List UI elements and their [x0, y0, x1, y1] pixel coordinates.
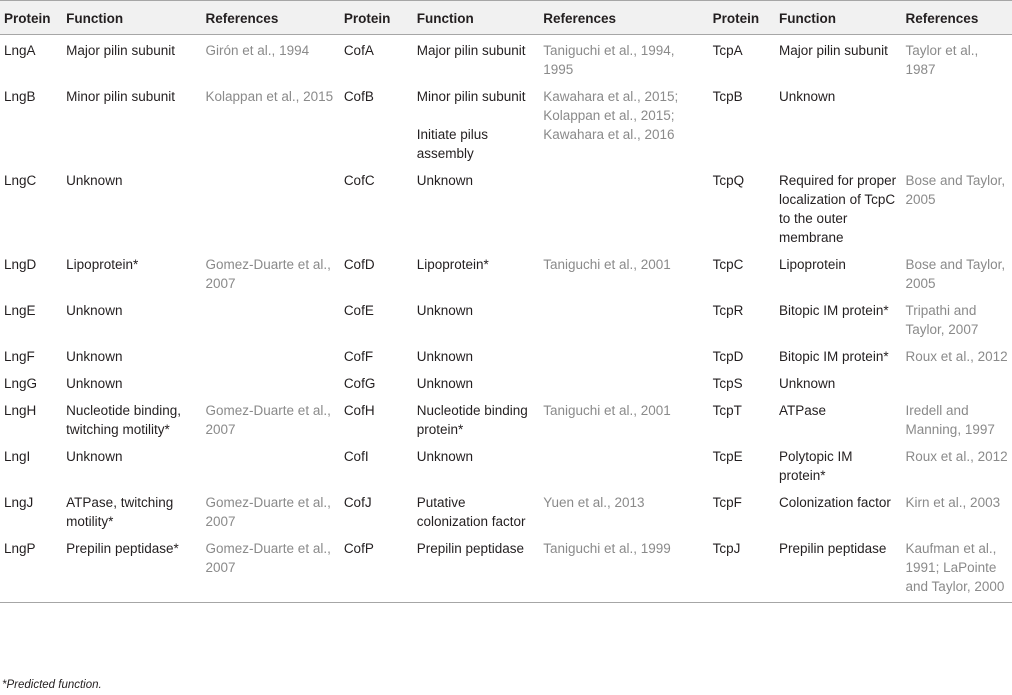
function-cell: Prepilin peptidase*	[62, 533, 201, 603]
reference-cell	[539, 165, 708, 249]
reference-cell: Tripathi and Taylor, 2007	[905, 303, 979, 337]
function-cell: Unknown	[66, 349, 123, 364]
function-cell: Minor pilin subunit	[66, 89, 175, 104]
reference-cell: Taniguchi et al., 2001	[543, 403, 671, 418]
header-row	[0, 1, 1012, 35]
reference-cell: Yuen et al., 2013	[543, 495, 645, 510]
function-cell: Minor pilin subunit Initiate pilus assembly	[416, 89, 526, 161]
protein-cell: CofG	[343, 376, 376, 391]
protein-cell: LngG	[4, 376, 38, 391]
protein-cell: CofP	[340, 533, 413, 603]
reference-cell: Iredell and Manning, 1997	[905, 403, 995, 437]
function-cell: Putative colonization factor	[416, 495, 526, 529]
function-cell: Colonization factor	[779, 495, 891, 510]
protein-cell: TcpB	[712, 89, 743, 104]
table-row	[0, 295, 1012, 341]
protein-cell: CofI	[343, 449, 369, 464]
protein-cell: LngA	[4, 43, 36, 58]
protein-cell: CofB	[343, 89, 374, 104]
reference-cell: Kaufman et al., 1991; LaPointe and Taylor, 2000	[902, 533, 1012, 603]
function-cell: Lipoprotein	[779, 257, 846, 272]
table-row	[0, 341, 1012, 368]
reference-cell	[902, 368, 1012, 395]
function-cell: Unknown	[416, 449, 473, 464]
function-cell: Unknown	[66, 303, 123, 318]
protein-cell: TcpQ	[712, 173, 745, 188]
protein-cell: LngJ	[4, 495, 34, 510]
protein-cell: LngC	[4, 173, 37, 188]
table-row	[0, 395, 1012, 441]
function-cell: Unknown	[66, 449, 123, 464]
table-row	[0, 249, 1012, 295]
function-cell: Required for proper localization of TcpC to the outer membrane	[779, 173, 897, 245]
function-cell: Unknown	[66, 376, 123, 391]
reference-cell: Gomez-Duarte et al., 2007	[205, 495, 331, 529]
reference-cell	[202, 368, 340, 395]
reference-cell: Bose and Taylor, 2005	[905, 173, 1006, 207]
header-function: Function	[775, 1, 902, 35]
reference-cell: Gomez-Duarte et al., 2007	[205, 257, 331, 291]
header-references: References	[539, 1, 708, 35]
reference-cell	[539, 441, 708, 487]
function-cell: ATPase	[779, 403, 827, 418]
protein-cell: LngE	[4, 303, 36, 318]
table-footnote: *Predicted function.	[2, 679, 102, 691]
reference-cell: Roux et al., 2012	[905, 449, 1008, 464]
protein-cell: CofA	[343, 43, 374, 58]
reference-cell	[539, 368, 708, 395]
protein-cell: TcpJ	[709, 533, 775, 603]
protein-cell: TcpE	[712, 449, 743, 464]
reference-cell: Roux et al., 2012	[905, 349, 1008, 364]
reference-cell: Taniguchi et al., 1999	[539, 533, 708, 603]
function-cell: Prepilin peptidase	[775, 533, 902, 603]
reference-cell	[202, 295, 340, 341]
header-protein: Protein	[340, 1, 413, 35]
reference-cell	[539, 295, 708, 341]
reference-cell	[539, 341, 708, 368]
table-row	[0, 165, 1012, 249]
protein-cell: CofJ	[343, 495, 372, 510]
protein-cell: CofE	[343, 303, 374, 318]
protein-cell: LngH	[4, 403, 37, 418]
function-cell: Major pilin subunit	[66, 43, 175, 58]
protein-cell: LngD	[4, 257, 37, 272]
table-row	[0, 487, 1012, 533]
reference-cell: Taylor et al., 1987	[905, 43, 979, 77]
protein-cell: LngF	[4, 349, 35, 364]
reference-cell: Gomez-Duarte et al., 2007	[205, 403, 331, 437]
protein-cell: LngI	[4, 449, 31, 464]
function-cell: Unknown	[416, 303, 473, 318]
reference-cell	[202, 441, 340, 487]
table-row	[0, 533, 1012, 603]
protein-cell: CofF	[343, 349, 374, 364]
protein-cell: CofD	[343, 257, 375, 272]
protein-cell: TcpS	[712, 376, 743, 391]
table-row	[0, 441, 1012, 487]
function-cell: Major pilin subunit	[779, 43, 888, 58]
function-cell: Nucleotide binding protein*	[416, 403, 528, 437]
protein-cell: TcpR	[712, 303, 744, 318]
reference-cell: Kirn et al., 2003	[905, 495, 1001, 510]
reference-cell	[902, 81, 1012, 165]
function-cell: Major pilin subunit	[416, 43, 526, 58]
header-function: Function	[62, 1, 201, 35]
function-cell: Lipoprotein*	[416, 257, 489, 272]
header-function: Function	[413, 1, 540, 35]
reference-cell: Gomez-Duarte et al., 2007	[202, 533, 340, 603]
protein-cell: LngP	[0, 533, 62, 603]
protein-cell: TcpA	[712, 43, 743, 58]
protein-cell: TcpT	[712, 403, 742, 418]
function-cell: Nucleotide binding, twitching motility*	[66, 403, 182, 437]
function-cell: Lipoprotein*	[66, 257, 139, 272]
protein-cell: TcpD	[712, 349, 744, 364]
protein-cell: CofC	[343, 173, 375, 188]
header-references: References	[202, 1, 340, 35]
reference-cell	[202, 341, 340, 368]
reference-cell: Bose and Taylor, 2005	[905, 257, 1006, 291]
function-cell: Unknown	[779, 376, 836, 391]
function-cell: Unknown	[416, 376, 473, 391]
protein-cell: CofH	[343, 403, 375, 418]
reference-cell: Girón et al., 1994	[205, 43, 310, 58]
header-references: References	[902, 1, 1012, 35]
function-cell: ATPase, twitching motility*	[66, 495, 174, 529]
table-body	[0, 35, 1012, 603]
reference-cell: Taniguchi et al., 1994, 1995	[543, 43, 675, 77]
function-cell: Polytopic IM protein*	[779, 449, 853, 483]
function-cell: Bitopic IM protein*	[779, 349, 889, 364]
function-cell: Unknown	[779, 89, 836, 104]
function-cell: Unknown	[416, 349, 473, 364]
table-row	[0, 368, 1012, 395]
function-cell: Unknown	[66, 173, 123, 188]
protein-cell: TcpF	[712, 495, 742, 510]
table-row	[0, 35, 1012, 82]
function-cell: Unknown	[416, 173, 473, 188]
header-protein: Protein	[709, 1, 775, 35]
protein-cell: LngB	[4, 89, 36, 104]
table-row	[0, 81, 1012, 165]
reference-cell: Kawahara et al., 2015; Kolappan et al., 2015; Kawahara et al., 2016	[543, 89, 679, 142]
reference-cell	[202, 165, 340, 249]
function-cell: Bitopic IM protein*	[779, 303, 889, 318]
protein-cell: TcpC	[712, 257, 744, 272]
header-protein: Protein	[0, 1, 62, 35]
function-cell: Prepilin peptidase	[413, 533, 540, 603]
reference-cell: Kolappan et al., 2015	[205, 89, 334, 104]
reference-cell: Taniguchi et al., 2001	[543, 257, 671, 272]
